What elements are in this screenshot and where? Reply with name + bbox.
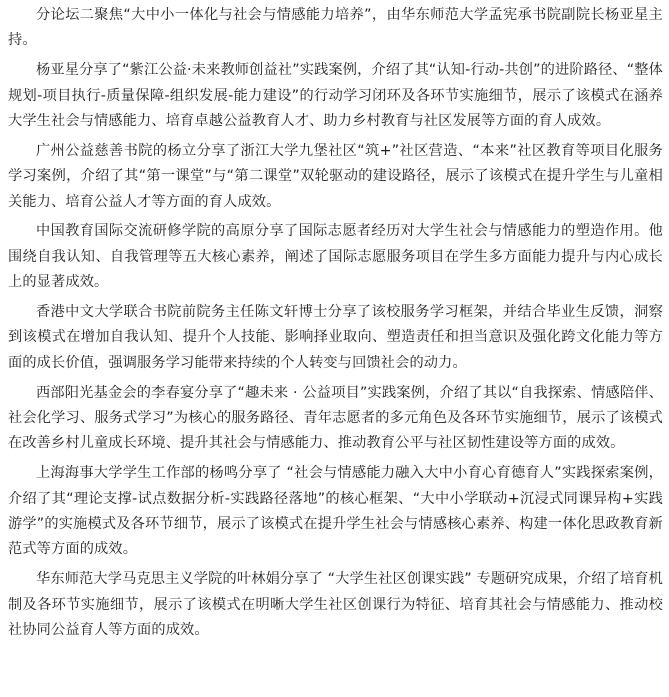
- paragraph-ye-linjuan: 华东师范大学马克思主义学院的叶林娟分享了 “大学生社区创课实践” 专题研究成果，介绍了培育机制及各环节实施细节，展示了该模式在明晰大学生社区创课行为特征、培育其社会与情感能力、推动校社协同公益育人等方面的成效。: [8, 571, 663, 639]
- paragraph-yang-li: 广州公益慈善书院的杨立分享了浙江大学九堡社区“筑+”社区营造、“本来”社区教育等项目化服务学习案例，介绍了其“第一课堂”与“第二课堂”双轮驱动的建设路径，展示了该模式在提升学生与儿童相关能力、培育公益人才等方面的育人成效。: [8, 142, 663, 210]
- paragraph-gao-yuan: 中国教育国际交流研修学院的高原分享了国际志愿者经历对大学生社会与情感能力的塑造作用。他围绕自我认知、自我管理等五大核心素养，阐述了国际志愿服务项目在学生多方面能力提升与内心成长上的显著成效。: [8, 223, 663, 291]
- paragraph-li-chunyan: 西部阳光基金会的李春宴分享了“趣未来 · 公益项目”实践案例，介绍了其以“自我探索、情感陪伴、社会化学习、服务式学习”为核心的服务路径、青年志愿者的多元角色及各环节实施细节，展示了该模式在改善乡村儿童成长环境、提升其社会与情感能力、推动教育公平与社区韧性建设等方面的成效。: [8, 384, 663, 452]
- paragraph-yang-yaxing: 杨亚星分享了“紫江公益·未来教师创益社”实践案例，介绍了其“认知-行动-共创”的进阶路径、“整体规划-项目执行-质量保障-组织发展-能力建设”的行动学习闭环及各环节实施细节，展示了该模式在涵养大学生社会与情感能力、培育卓越公益教育人才、助力乡村教育与社区发展等方面的育人成效。: [8, 62, 663, 130]
- paragraph-yang-ming: 上海海事大学学生工作部的杨鸣分享了 “社会与情感能力融入大中小育心育德育人”实践探索案例，介绍了其“理论支撑-试点数据分析-实践路径落地”的核心框架、“大中小学联动+沉浸式同课异构+实践游学”的实施模式及各环节细节，展示了该模式在提升学生社会与情感核心素养、构建一体化思政教育新范式等方面的成效。: [8, 465, 663, 558]
- paragraph-forum-intro: 分论坛二聚焦“大中小一体化与社会与情感能力培养”，由华东师范大学孟宪承书院副院长杨亚星主持。: [8, 7, 663, 49]
- paragraph-chen-wenxuan: 香港中文大学联合书院前院务主任陈文轩博士分享了该校服务学习框架，并结合毕业生反馈，洞察到该模式在增加自我认知、提升个人技能、影响择业取向、塑造责任和担当意识及强化跨文化能力等方面的成长价值，强调服务学习能带来持续的个人转变与回馈社会的动力。: [8, 304, 663, 371]
